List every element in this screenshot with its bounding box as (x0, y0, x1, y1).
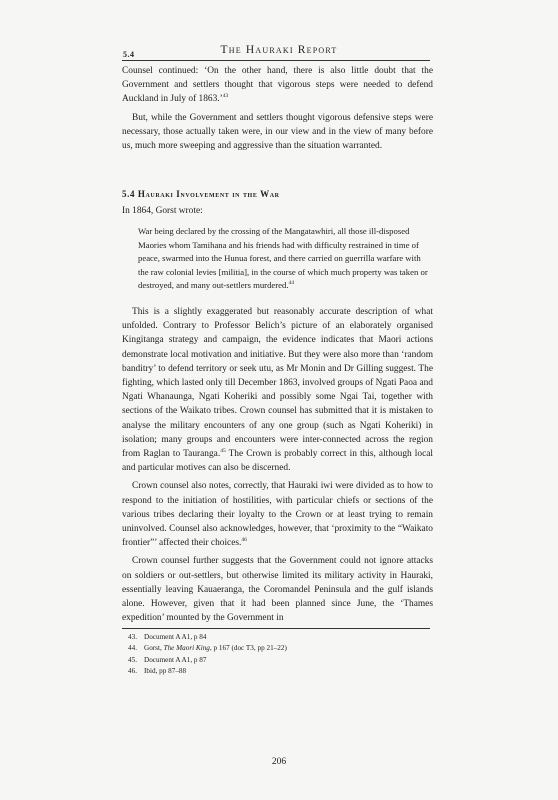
footnote-ref: 43 (222, 93, 229, 100)
footnote-ref: 46 (241, 537, 247, 544)
page-number: 206 (271, 757, 287, 767)
intro-paragraph: But, while the Government and settlers thought vigorous defensive steps were necessary, those actually taken were, in our view and in the view of many before us, much more sweeping and aggressive than the situation warranted. (122, 112, 433, 152)
header-rule (122, 60, 430, 61)
running-head-title: The Hauraki Report (220, 44, 338, 56)
footnote-ref: 45 (220, 447, 226, 454)
lead-text (122, 204, 433, 222)
lead-paragraph: In 1864, Gorst wrote: (122, 206, 203, 216)
intro-text (122, 64, 433, 157)
body-paragraph: Crown counsel further suggests that the Government could not ignore attacks on soldiers or out-settlers, but otherwise limited its military activity in Hauraki, essentially leaving Kauaeranga, the Coromandel Peninsula and the gulf islands alone. However, given that it had been planned since June, the ‘Thames expedition’ mounted by the Government in (122, 556, 433, 624)
footnote: 46. Ibid, pp 87–88 (128, 667, 187, 676)
footnote-rule (122, 628, 430, 629)
footnote: 44. Gorst, The Maori King, p 167 (doc T3, pp 21–22) (128, 644, 287, 653)
section-heading: 5.4 Hauraki Involvement in the War (122, 189, 280, 199)
intro-paragraph: Counsel continued: ‘On the other hand, there is also little doubt that the Government and settlers thought that vigorous steps were needed to defend Auckland in July of 1863.’$^{43}$ (122, 66, 433, 105)
footnotes (128, 632, 287, 678)
footnote-ref: 44 (288, 280, 295, 287)
body-paragraph: This is a slightly exaggerated but reasonably accurate description of what unfolded. Contrary to Professor Belich’s picture of an elaborately organised Kingitanga strategy and campaign, the evidence indicates that Maori actions demonstrate local motivation and initiative. But they were also more than ‘random banditry’ to defend territory or seek utu, as Mr Monin and Dr Gilling suggest. The fighting, which lasted only till December 1863, involved groups of Ngati Paoa and Ngati Whanaunga, Ngati Koheriki and possibly some Ngai Tai, together with sections of the Waikato tribes. Crown counsel has submitted that it is mistaken to analyse the military encounters of any one group (such as Ngati Koheriki) in isolation; many groups and encounters were inter-connected across the region from Raglan to Tauranga.$^{45}$ The Crown is probably correct in this, although local and particular motives can also be discerned. (122, 307, 434, 474)
section-number: 5.4 (123, 50, 135, 59)
footnote: 43. Document A A1, p 84 (128, 633, 207, 641)
footnote: 45. Document A A1, p 87 (128, 655, 207, 664)
body-paragraph: Crown counsel also notes, correctly, that Hauraki iwi were divided as to how to respond to the initiation of hostilities, with particular chiefs or sections of the various tribes declaring their loyalty to the Crown or at least trying to remain uninvolved. Counsel also acknowledges, however, that ‘proximity to the “Waikato frontier”’ affected their choices.$^{46}$ (122, 481, 433, 549)
block-quote: War being declared by the crossing of the Mangatawhiri, all those ill-disposed Maories whom Tamihana and his friends had with difficulty restrained in time of peace, swarmed into the Hunua forest, and there carried on guerrilla warfare with the raw colonial levies [militia], in the course of which much property was taken or destroyed, and many out-settlers murdered.$^{44}$ (138, 226, 428, 290)
main-text (122, 305, 433, 629)
